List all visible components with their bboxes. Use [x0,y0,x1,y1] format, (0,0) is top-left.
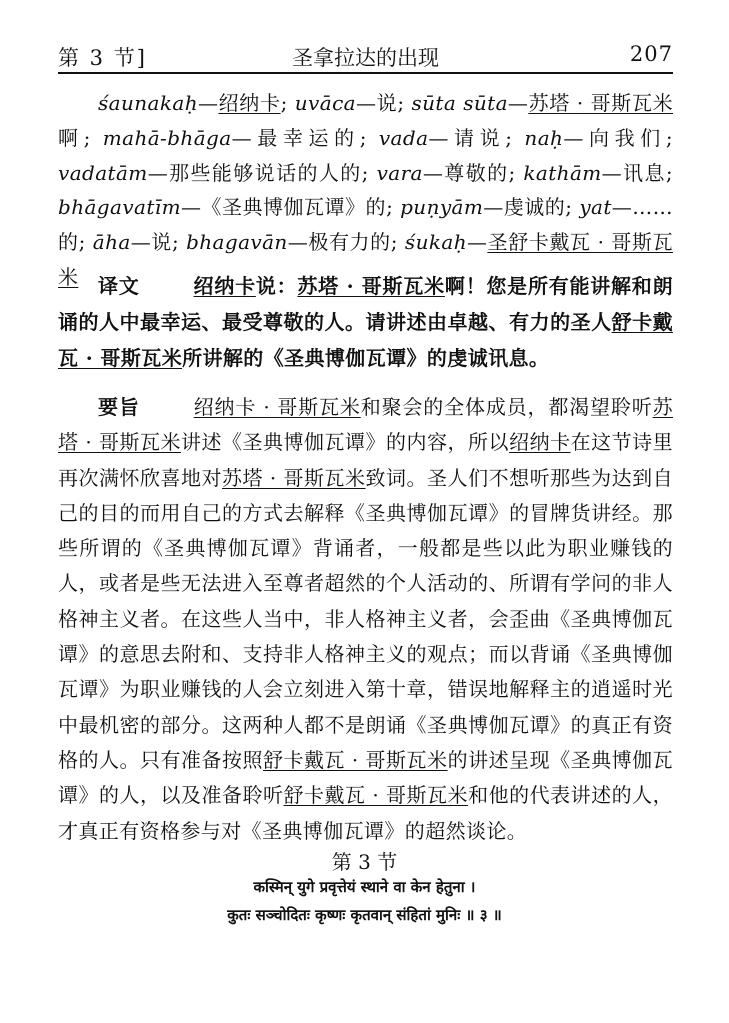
synonym-term: bhāgavatīm [58,195,181,220]
synonym-entry: vara—尊敬的; [376,160,524,185]
page-header [58,40,673,74]
synonym-entry: sūta sūta—苏塔 · 哥斯瓦米啊; [58,91,673,150]
synonym-meaning: 那些能够说话的人的 [168,160,362,185]
synonym-meaning: 向我们 [583,125,666,150]
synonym-entry: puṇyām—虔诚的; [400,195,580,220]
synonym-meaning: 苏塔 · 哥斯瓦米 [528,91,673,115]
purport-text: 和聚会的全体成员，都渴望聆听 [360,395,653,419]
proper-name: 舒卡戴瓦 · 哥斯瓦米 [283,783,469,808]
synonym-entry: śaunakaḥ—绍纳卡; [98,91,295,115]
synonym-meaning: 请说 [448,125,506,150]
proper-name: 苏塔 · 哥斯瓦米 [222,465,366,490]
translation-text: 说： [255,274,298,298]
synonym-term: śaunakaḥ [98,91,198,115]
synonym-meaning: 极有力的 [308,230,391,255]
synonym-entry: uvāca—说; [294,91,412,115]
synonym-meaning: 尊敬的 [443,160,509,185]
synonym-term: yat [579,195,612,220]
synonym-entry: śukaḥ—圣舒卡戴瓦 · 哥斯瓦米 [58,230,674,289]
purport-paragraph [58,390,673,849]
synonym-meaning: 《圣典博伽瓦谭》的 [201,195,387,220]
synonym-entry: naḥ—向我们; [524,125,673,150]
synonym-meaning: 最幸运的 [251,125,360,150]
synonym-term: puṇyām [400,195,484,220]
header-rule [58,72,673,74]
synonym-term: naḥ [524,125,564,150]
proper-name: 苏塔 · 哥斯瓦米 [297,274,445,298]
proper-name: 舒卡戴瓦 · 哥斯瓦米 [263,747,448,772]
purport-text: 和他的代表讲述的人，才真正有资格参与对《圣典博伽瓦谭》的超然谈论。 [58,783,673,843]
chapter-title: 圣拿拉达的出现 [292,46,439,70]
translation-paragraph [58,268,673,376]
synonym-term: vada [378,125,429,150]
synonym-meaning: 讯息 [622,160,666,185]
synonym-term: mahā-bhāga [102,125,232,150]
verse-line-2: कुतः सञ्चोदितः कृष्णः कृतवान् संहितां मुनिः ॥ ३ ॥ [227,906,502,924]
translation-text: 啊！您是所有能讲解和朗诵的人中最幸运、最受尊敬的人。请讲述由卓越、有力的圣人 [58,274,673,334]
synonym-entry: vadatām—那些能够说话的人的; [58,160,377,185]
synonym-term: śukaḥ [404,230,467,255]
synonym-entry: bhāgavatīm—《圣典博伽瓦谭》的; [58,195,401,220]
section-label: 第 3 节] [58,46,147,70]
synonym-meaning: 说 [376,91,398,115]
verse-line-1: कस्मिन् युगे प्रवृत्तेयं स्थाने वा केन हेतुना । [253,878,476,896]
synonym-term: sūta sūta [411,91,508,115]
proper-name: 苏塔 · 哥斯瓦米 [58,395,673,455]
synonym-entry: mahā-bhāga—最幸运的; [102,125,379,150]
proper-name: 绍纳卡 [193,274,256,298]
translation-body [58,274,673,370]
purport-text: 致词。圣人们不想听那些为达到自己的目的而用自己的方式去解释《圣典博伽瓦谭》的冒牌货讲经。那些所谓的《圣典博伽瓦谭》背诵者，一般都是些以此为职业赚钱的人，或者是些无法进入至尊者超然的个人活动的、所谓有学问的非人格神主义者。在这些人当中，非人格神主义者，会歪曲《圣典博伽瓦谭》的意思去附和、支持非人格神主义的观点；而以背诵《圣典博伽瓦谭》为职业赚钱的人会立刻进入第十章，错误地解释主的逍遥时光中最机密的部分。这两种人都不是朗诵《圣典博伽瓦谭》的真正有资格的人。只有准备按照 [58,465,673,772]
synonym-entry: āha—说; [92,230,187,255]
page-number: 207 [629,42,673,66]
synonym-meaning: 圣舒卡戴瓦 · 哥斯瓦米 [58,230,674,289]
synonym-term: uvāca [294,91,357,115]
synonym-meaning: ……的 [58,195,673,255]
synonym-term: vara [376,160,423,185]
synonyms-paragraph [58,86,673,295]
synonym-term: kathām [523,160,602,185]
purport-text: 的讲述呈现《圣典博伽瓦谭》的人，以及准备聆听 [58,747,673,808]
proper-name: 舒卡戴瓦 · 哥斯瓦米 [58,310,673,370]
synonym-meaning: 绍纳卡 [218,91,281,115]
purport-text: 在这节诗里再次满怀欣喜地对 [58,430,673,490]
purport-text: 讲述《圣典博伽瓦谭》的内容，所以 [181,430,510,455]
translation-label: 译文 [98,274,140,298]
synonym-meaning: 虔诚的 [503,195,566,220]
purport-body [58,395,673,843]
synonym-entry: bhagavān—极有力的; [186,230,405,255]
synonym-term: bhagavān [186,230,288,255]
translation-text: 所讲解的《圣典博伽瓦谭》的虔诚讯息。 [182,346,550,370]
synonym-entry: kathām—讯息; [523,160,673,185]
synonym-entry: vada—请说; [378,125,525,150]
synonym-term: āha [92,230,131,255]
synonym-entry: yat—……的; [58,195,673,255]
proper-name: 绍纳卡 [509,430,571,455]
synonym-term: vadatām [58,160,148,185]
purport-label: 要旨 [98,395,140,419]
verse-title: 第 3 节 [331,850,398,874]
proper-name: 绍纳卡 · 哥斯瓦米 [193,395,361,419]
synonym-meaning: 说 [151,230,172,255]
